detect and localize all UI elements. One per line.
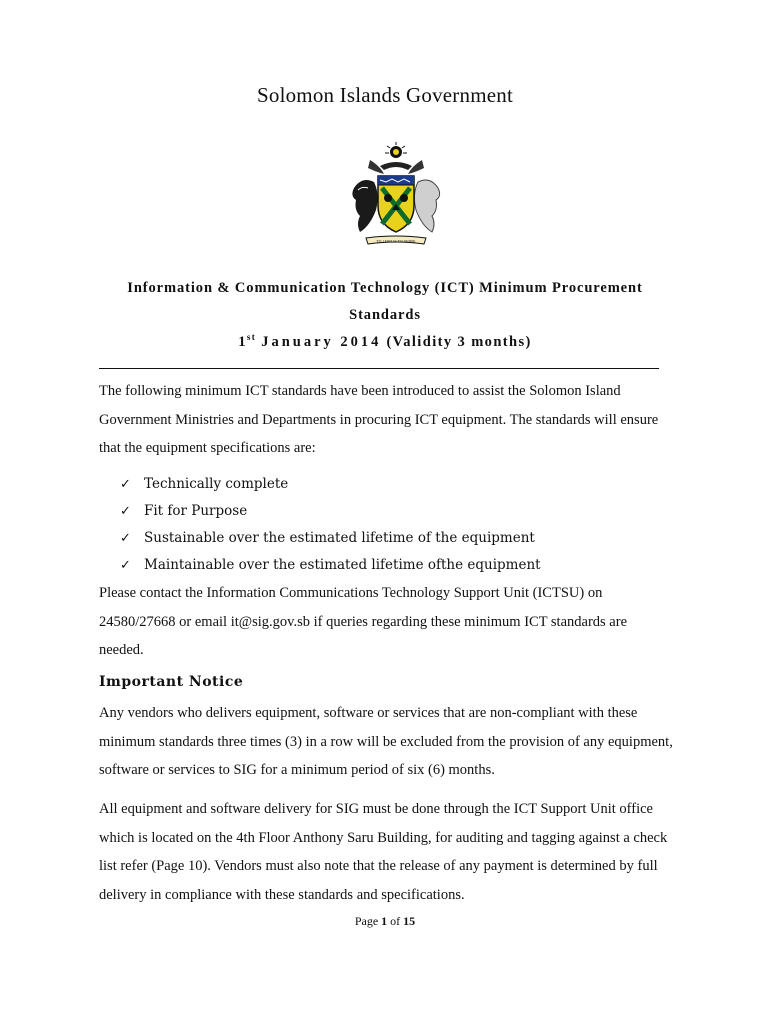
checkmark-icon: ✓ xyxy=(120,477,131,492)
document-title-line2: Standards xyxy=(349,307,421,323)
standards-checklist xyxy=(120,471,541,579)
checklist-item xyxy=(120,471,541,498)
date-suffix: st xyxy=(246,332,257,343)
checklist-item-label: Maintainable over the estimated lifetime ofthe equipment xyxy=(144,557,541,573)
checklist-item-label: Fit for Purpose xyxy=(144,503,248,519)
checklist-item xyxy=(120,498,541,525)
checkmark-icon: ✓ xyxy=(120,531,131,546)
page-label: Page xyxy=(354,914,379,928)
date-day: 1 xyxy=(238,334,247,350)
contact-paragraph: Please contact the Information Communications Technology Support Unit (ICTSU) on 24580/27668 or email it@sig.gov.sb if queries regarding these minimum ICT standards are needed. xyxy=(99,585,628,658)
crest-motto: TO LEAD IS TO SERVE xyxy=(376,239,416,244)
checkmark-icon: ✓ xyxy=(120,504,131,519)
checklist-item xyxy=(120,552,541,579)
page-number: 1 xyxy=(381,914,388,928)
page-footer xyxy=(0,914,770,929)
intro-paragraph: The following minimum ICT standards have been introduced to assist the Solomon Island Government Ministries and Departments in procuring ICT equipment. The standards will ensure that the equipment specifications are: xyxy=(99,383,659,456)
date-month-year: January 2014 xyxy=(261,334,382,350)
page-total: 15 xyxy=(403,914,416,928)
checklist-item-label: Sustainable over the estimated lifetime of the equipment xyxy=(144,530,535,546)
coat-of-arms-emblem xyxy=(340,140,452,252)
notice-paragraph-1: Any vendors who delivers equipment, software or services that are non-compliant with these minimum standards three times (3) in a row will be excluded from the provision of any equipment, software or services to SIG for a minimum period of six (6) months. xyxy=(99,705,673,778)
page-of-label: of xyxy=(390,914,401,928)
document-date-line xyxy=(60,334,710,351)
validity-note: (Validity 3 months) xyxy=(386,334,532,350)
document-title-line1: Information & Communication Technology (ICT) Minimum Procurement xyxy=(127,280,643,296)
government-title: Solomon Islands Government xyxy=(256,83,513,107)
checklist-item xyxy=(120,525,541,552)
important-notice-heading: Important Notice xyxy=(99,674,244,690)
checkmark-icon: ✓ xyxy=(120,558,131,573)
title-divider xyxy=(99,368,659,369)
notice-paragraph-2: All equipment and software delivery for SIG must be done through the ICT Support Unit office which is located on the 4th Floor Anthony Saru Building, for auditing and tagging against a check list refer (Page 10). Vendors must also note that the release of any payment is determined by full delivery in compliance with these standards and specifications. xyxy=(99,801,668,903)
checklist-item-label: Technically complete xyxy=(144,476,289,492)
